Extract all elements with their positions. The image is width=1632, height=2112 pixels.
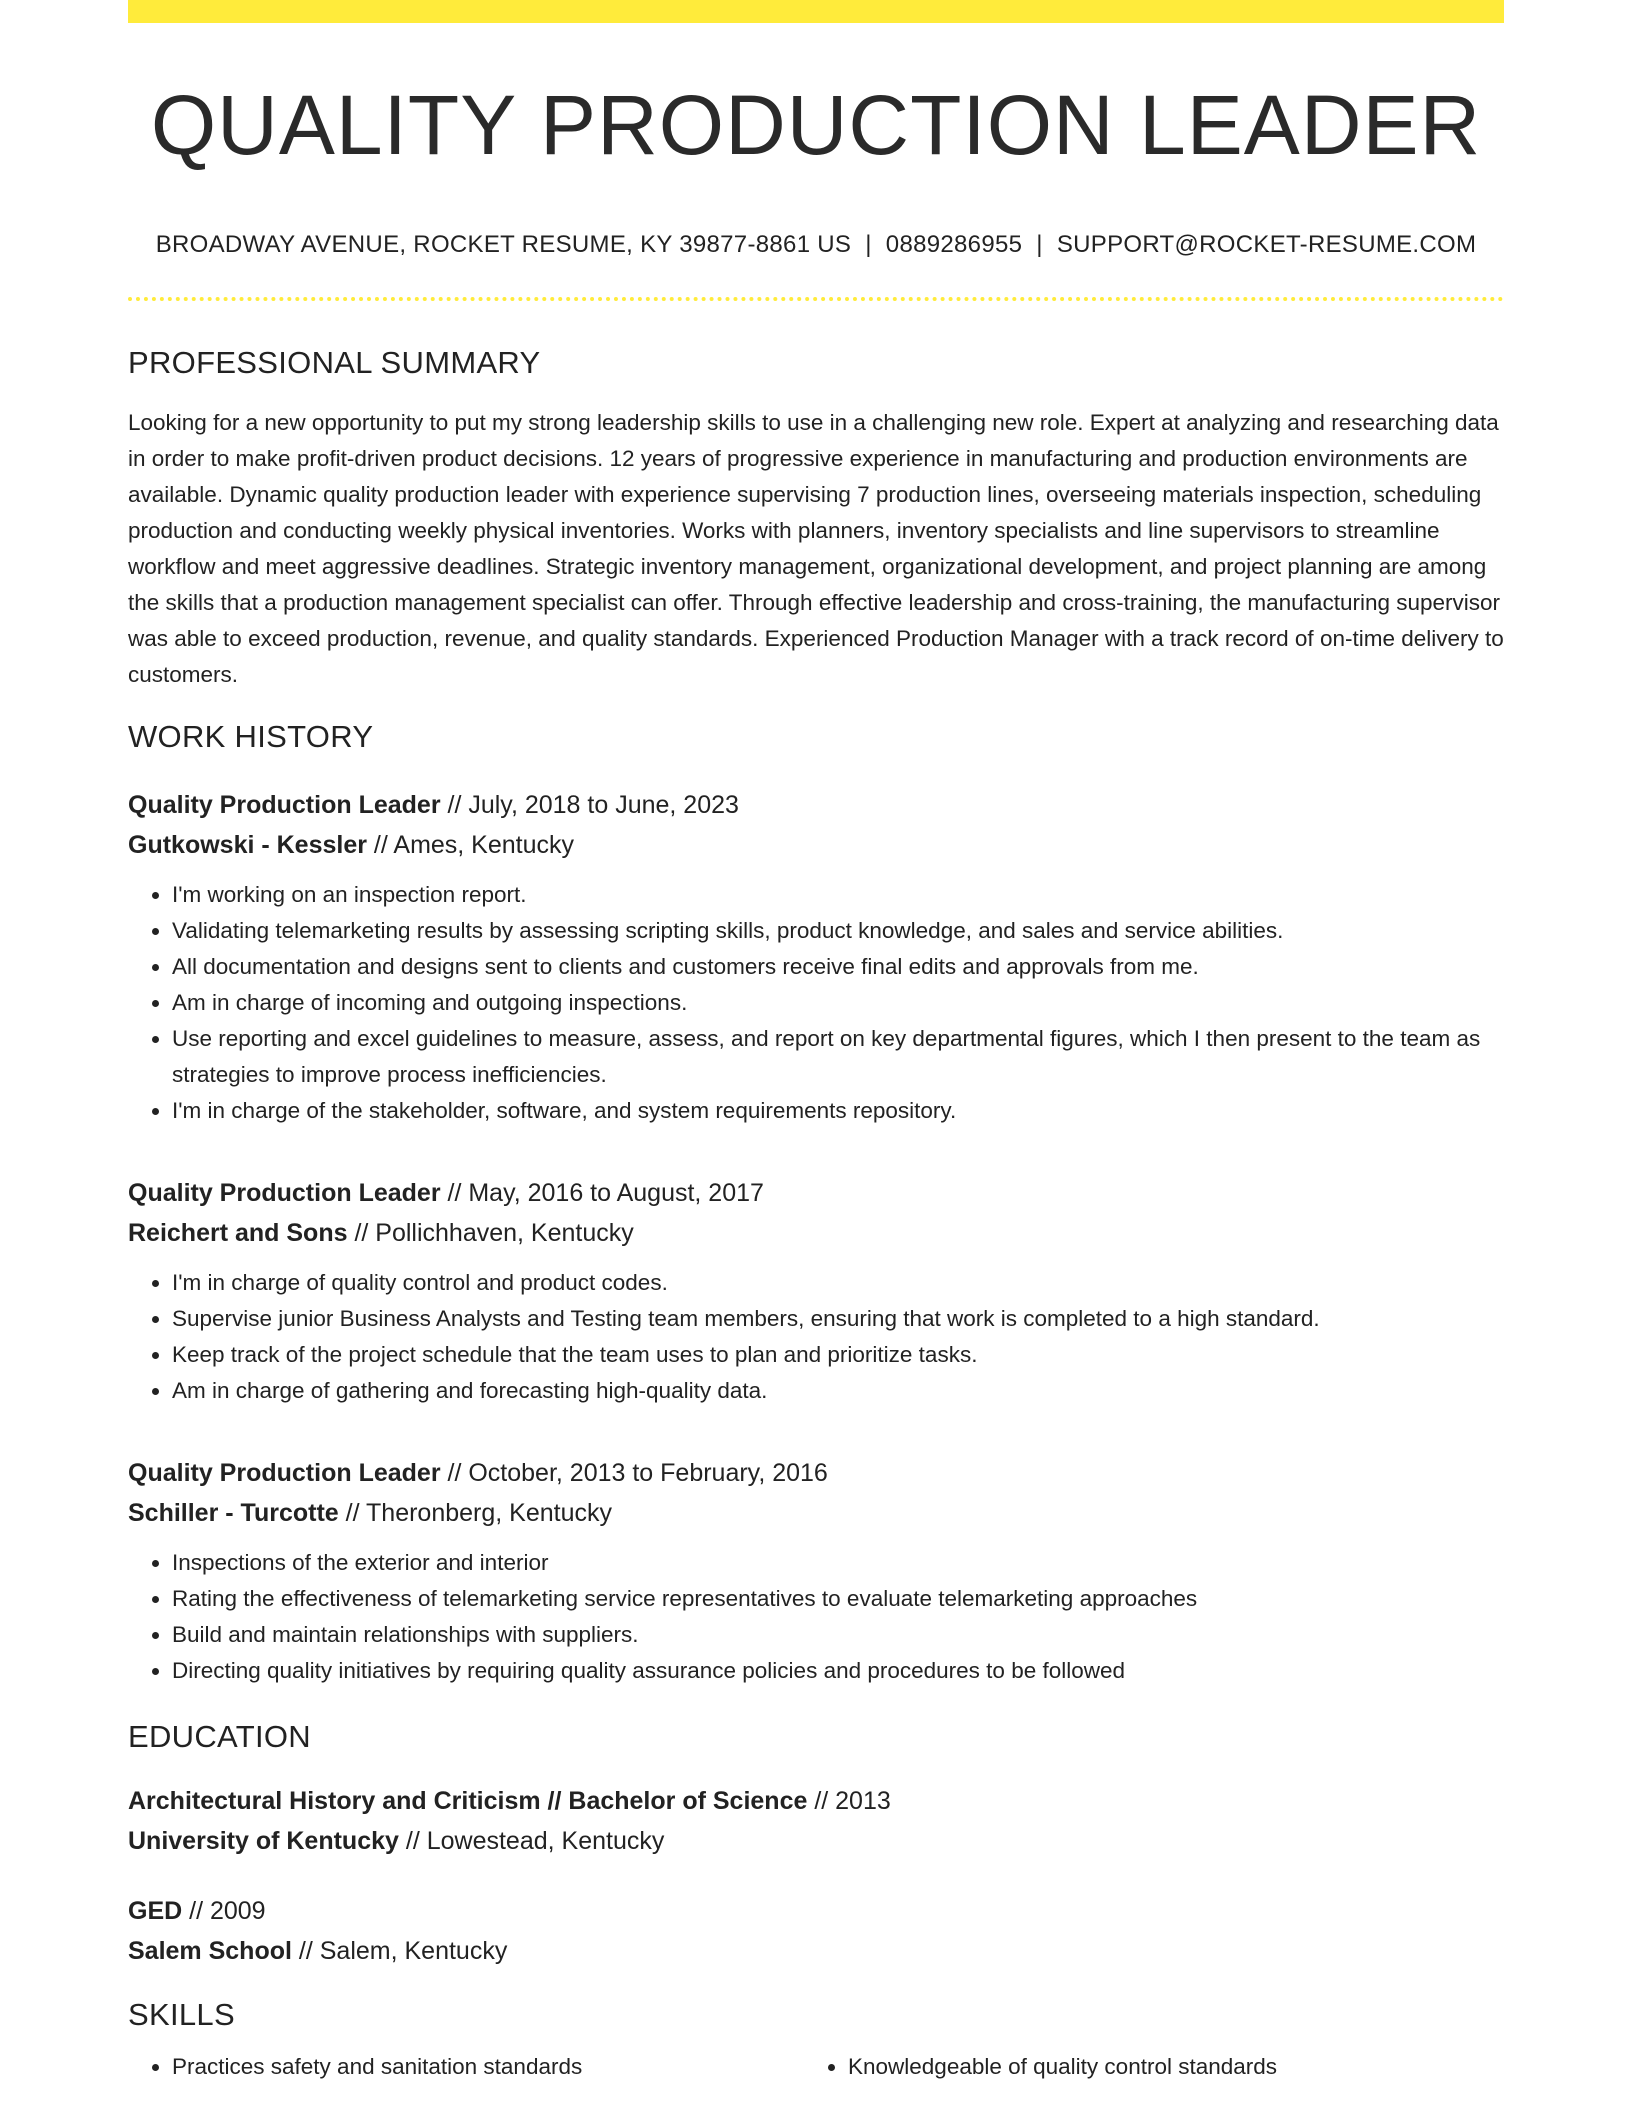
job-bullet: • All documentation and designs sent to clients and customers receive final edits and approvals from me.	[172, 949, 1504, 985]
skills-column-right	[804, 2049, 1480, 2085]
job-title-line	[128, 1453, 1504, 1493]
job-bullet: • Directing quality initiatives by requiring quality assurance policies and procedures to be followed	[172, 1653, 1504, 1689]
job-bullet: • Use reporting and excel guidelines to measure, assess, and report on key departmental figures, which I then present to the team as strategies to improve process inefficiencies.	[172, 1021, 1504, 1093]
contact-address: BROADWAY AVENUE, ROCKET RESUME, KY 39877-8861 US	[155, 231, 852, 258]
job-entry	[128, 1453, 1504, 1689]
education-entry	[128, 1781, 1504, 1861]
skills-column-left	[128, 2049, 804, 2085]
job-company-line	[128, 825, 1504, 865]
education-school: Salem School	[128, 1937, 292, 1965]
resume-page	[128, 0, 1504, 2085]
job-dates: // May, 2016 to August, 2017	[440, 1179, 764, 1207]
contact-email: SUPPORT@ROCKET-RESUME.COM	[1056, 231, 1477, 258]
contact-info	[128, 231, 1504, 259]
job-dates: // July, 2018 to June, 2023	[440, 791, 739, 819]
skills-heading: SKILLS	[128, 1997, 235, 2032]
contact-phone: 0889286955	[885, 231, 1023, 258]
job-title: Quality Production Leader	[128, 1459, 441, 1487]
education-degree-line	[128, 1891, 1504, 1931]
job-company: Reichert and Sons	[128, 1219, 348, 1247]
job-location: // Ames, Kentucky	[366, 831, 575, 859]
dotted-divider	[128, 297, 1504, 301]
job-title-line	[128, 785, 1504, 825]
job-bullet: • I'm in charge of quality control and product codes.	[172, 1265, 1504, 1301]
summary-heading: PROFESSIONAL SUMMARY	[128, 345, 541, 380]
skill-item: • Practices safety and sanitation standards	[172, 2049, 804, 2085]
job-bullet: • Keep track of the project schedule that the team uses to plan and prioritize tasks.	[172, 1337, 1504, 1373]
job-bullet: • Am in charge of gathering and forecasting high-quality data.	[172, 1373, 1504, 1409]
accent-top-bar	[128, 0, 1504, 23]
education-entry	[128, 1891, 1504, 1971]
contact-separator: |	[1036, 231, 1043, 258]
job-company-line	[128, 1213, 1504, 1253]
education-degree: GED	[128, 1897, 183, 1925]
work-history-heading: WORK HISTORY	[128, 719, 374, 754]
job-bullets	[128, 877, 1504, 1129]
skills-list	[128, 2049, 1504, 2085]
job-bullets	[128, 1265, 1504, 1409]
job-dates: // October, 2013 to February, 2016	[440, 1459, 828, 1487]
education-heading: EDUCATION	[128, 1719, 311, 1754]
education-school-line	[128, 1821, 1504, 1861]
education-year: // 2009	[182, 1897, 266, 1925]
resume-title: QUALITY PRODUCTION LEADER	[150, 78, 1482, 172]
education-degree-line	[128, 1781, 1504, 1821]
job-bullet: • Rating the effectiveness of telemarketing service representatives to evaluate telemarketing approaches	[172, 1581, 1504, 1617]
education-school: University of Kentucky	[128, 1827, 399, 1855]
job-title-line	[128, 1173, 1504, 1213]
job-bullet: • Build and maintain relationships with suppliers.	[172, 1617, 1504, 1653]
job-company: Schiller - Turcotte	[128, 1499, 339, 1527]
education-location: // Salem, Kentucky	[291, 1937, 508, 1965]
contact-separator: |	[865, 231, 872, 258]
skill-item: • Knowledgeable of quality control standards	[848, 2049, 1480, 2085]
job-bullet: • Validating telemarketing results by assessing scripting skills, product knowledge, and sales and service abilities.	[172, 913, 1504, 949]
job-location: // Theronberg, Kentucky	[338, 1499, 612, 1527]
education-school-line	[128, 1931, 1504, 1971]
job-entry	[128, 785, 1504, 1129]
job-bullet: • Inspections of the exterior and interior	[172, 1545, 1504, 1581]
job-location: // Pollichhaven, Kentucky	[347, 1219, 634, 1247]
education-degree: Architectural History and Criticism // Bachelor of Science	[128, 1787, 808, 1815]
job-bullet: • Supervise junior Business Analysts and Testing team members, ensuring that work is completed to a high standard.	[172, 1301, 1504, 1337]
education-location: // Lowestead, Kentucky	[398, 1827, 665, 1855]
job-company-line	[128, 1493, 1504, 1533]
job-bullets	[128, 1545, 1504, 1689]
job-title: Quality Production Leader	[128, 791, 441, 819]
summary-text: Looking for a new opportunity to put my strong leadership skills to use in a challenging new role. Expert at analyzing and researching data in order to make profit-driven product decisions. 12 years of progressive experience in manufacturing and production environments are available. Dynamic quality production leader with experience supervising 7 production lines, overseeing materials inspection, scheduling production and conducting weekly physical inventories. Works with planners, inventory specialists and line supervisors to streamline workflow and meet aggressive deadlines. Strategic inventory management, organizational development, and project planning are among the skills that a production management specialist can offer. Through effective leadership and cross-training, the manufacturing supervisor was able to exceed production, revenue, and quality standards. Experienced Production Manager with a track record of on-time delivery to customers.	[128, 410, 1504, 687]
job-bullet: • I'm working on an inspection report.	[172, 877, 1504, 913]
job-bullet: • I'm in charge of the stakeholder, software, and system requirements repository.	[172, 1093, 1504, 1129]
job-title: Quality Production Leader	[128, 1179, 441, 1207]
job-entry	[128, 1173, 1504, 1409]
job-company: Gutkowski - Kessler	[128, 831, 367, 859]
education-year: // 2013	[807, 1787, 891, 1815]
job-bullet: • Am in charge of incoming and outgoing inspections.	[172, 985, 1504, 1021]
